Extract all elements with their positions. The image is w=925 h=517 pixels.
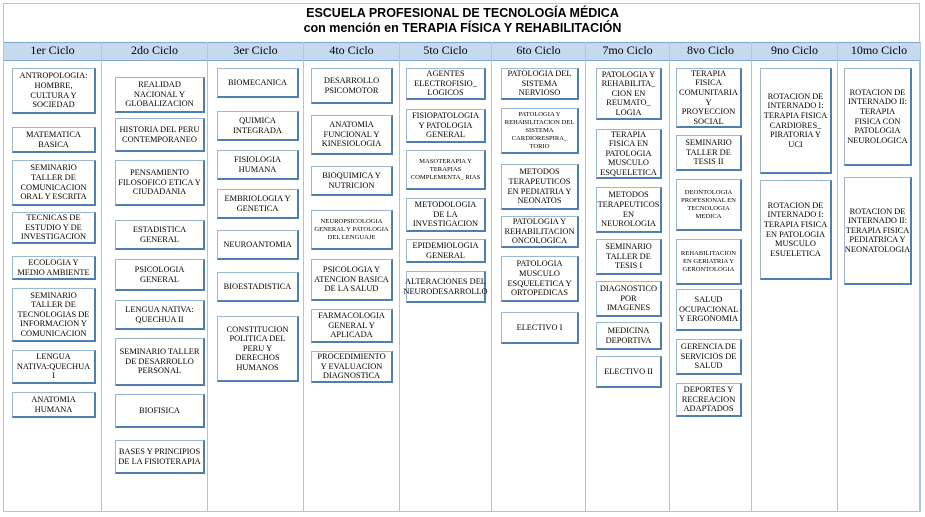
cycle-header: 2do Ciclo bbox=[131, 43, 178, 57]
course-name: METODOS TERAPEUTICOS EN PEDIATRIA Y NEONATOS bbox=[507, 167, 572, 206]
course-name: BIOFISICA bbox=[139, 405, 180, 415]
course-name: ELECTIVO I bbox=[516, 322, 563, 332]
course-name: SEMINARIO TALLER DE TESIS I bbox=[605, 242, 652, 271]
course-box bbox=[217, 230, 299, 260]
course-box bbox=[311, 309, 393, 343]
course-box bbox=[676, 383, 742, 417]
course-box bbox=[501, 216, 579, 248]
course-box bbox=[217, 272, 299, 302]
course-name: MATEMATICA BASICA bbox=[26, 129, 81, 149]
course-name: BASES Y PRINCIPIOS DE LA FISIOTERAPIA bbox=[118, 446, 201, 466]
course-name: DIAGNOSTICO POR IMAGENES bbox=[599, 284, 658, 313]
course-box bbox=[12, 288, 96, 342]
course-box bbox=[311, 259, 393, 301]
course-name: ROTACION DE INTERNADO II: TERAPIA FISICA PEDIATRICA Y NEONATOLOGIA bbox=[844, 206, 911, 254]
course-box bbox=[501, 68, 579, 100]
course-box bbox=[217, 150, 299, 180]
course-name: PATOLOGIA Y REHABILITACION ONCOLOGICA bbox=[504, 217, 575, 246]
course-name: EPIDEMIOLOGIA GENERAL bbox=[412, 240, 479, 260]
cycle-header: 10mo Ciclo bbox=[850, 43, 908, 57]
course-box bbox=[12, 160, 96, 206]
course-box bbox=[676, 239, 742, 285]
course-name: HISTORIA DEL PERU CONTEMPORANEO bbox=[119, 124, 200, 144]
course-name: MEDICINA DEPORTIVA bbox=[605, 325, 652, 345]
course-box bbox=[676, 68, 742, 128]
course-name: SEMINARIO TALLER DE TESIS II bbox=[685, 138, 732, 167]
course-name: LENGUA NATIVA: QUECHUA II bbox=[125, 304, 194, 324]
course-name: PENSAMIENTO FILOSOFICO ETICA Y CIUDADANIA bbox=[118, 168, 201, 197]
course-box bbox=[115, 220, 205, 250]
course-name: SEMINARIO TALLER DE COMUNICACION ORAL Y ESCRITA bbox=[20, 163, 87, 202]
course-box bbox=[501, 164, 579, 210]
cycle-header: 4to Ciclo bbox=[329, 43, 374, 57]
course-name: FARMACOLOGIA GENERAL Y APLICADA bbox=[318, 311, 385, 340]
course-name: TERAPIA FISICA COMUNITARIA Y PROYECCION SOCIAL bbox=[679, 68, 738, 126]
cycle-header: 9no Ciclo bbox=[771, 43, 818, 57]
course-name: LENGUA NATIVA:QUECHUA I bbox=[16, 352, 91, 381]
course-name: DESARROLLO PSICOMOTOR bbox=[323, 75, 380, 95]
course-name: BIOQUIMICA Y NUTRICION bbox=[322, 170, 381, 190]
course-box bbox=[501, 312, 579, 344]
course-name: PSICOLOGIA Y ATENCION BASICA DE LA SALUD bbox=[314, 265, 389, 294]
course-box bbox=[12, 392, 96, 418]
course-box bbox=[501, 108, 579, 154]
course-name: TECNICAS DE ESTUDIO Y DE INVESTIGACION bbox=[20, 213, 87, 242]
cycle-header: 5to Ciclo bbox=[423, 43, 468, 57]
course-name: QUIMICA INTEGRADA bbox=[233, 115, 282, 135]
cycle-header: 8vo Ciclo bbox=[687, 43, 734, 57]
course-box bbox=[676, 179, 742, 231]
title-line-1: ESCUELA PROFESIONAL DE TECNOLOGÍA MÉDICA bbox=[306, 6, 619, 20]
course-name: ROTACION DE INTERNADO II: TERAPIA FISICA CON PATOLOGIA NEUROLOGICA bbox=[847, 87, 908, 145]
course-name: ANATOMIA HUMANA bbox=[31, 394, 76, 414]
course-box bbox=[676, 135, 742, 171]
course-name: BIOMECANICA bbox=[227, 77, 288, 87]
course-box bbox=[596, 187, 662, 233]
course-box bbox=[12, 127, 96, 153]
title-line-2: con mención en TERAPIA FÍSICA Y REHABILITACIÓN bbox=[303, 21, 622, 35]
course-box bbox=[217, 111, 299, 141]
course-box bbox=[115, 118, 205, 152]
course-box bbox=[311, 115, 393, 155]
course-box bbox=[311, 68, 393, 104]
course-box bbox=[760, 68, 832, 174]
course-box bbox=[217, 316, 299, 382]
cycle-header: 7mo Ciclo bbox=[602, 43, 653, 57]
course-box bbox=[406, 68, 486, 100]
course-box bbox=[596, 129, 662, 179]
course-name: EMBRIOLOGIA Y GENETICA bbox=[224, 193, 291, 213]
course-name: MASOTERAPIA Y TERAPIAS COMPLEMENTA_ RIAS bbox=[410, 157, 481, 181]
course-name: GERENCIA DE SERVICIOS DE SALUD bbox=[680, 342, 737, 371]
course-box bbox=[115, 394, 205, 428]
course-box bbox=[406, 198, 486, 232]
course-name: FISIOLOGIA HUMANA bbox=[234, 154, 281, 174]
course-name: PATOLOGIA MUSCULO ESQUELETICA Y ORTOPEDICAS bbox=[507, 259, 572, 298]
course-name: REALIDAD NACIONAL Y GLOBALIZACION bbox=[125, 80, 194, 109]
course-box bbox=[844, 177, 912, 285]
course-name: BIOESTADISTICA bbox=[223, 281, 292, 291]
course-name: PROCEDIMIENTO Y EVALUACION DIAGNOSTICA bbox=[317, 352, 386, 381]
course-name: CONSTITUCION POLITICA DEL PERU Y DERECHOS HUMANOS bbox=[226, 324, 289, 372]
course-box bbox=[311, 166, 393, 196]
course-box bbox=[501, 256, 579, 302]
course-name: PATOLOGIA Y REHABILITA_ CION EN REUMATO_ LOGIA bbox=[601, 69, 656, 117]
course-name: METODOLOGIA DE LA INVESTIGACION bbox=[412, 200, 479, 229]
cycle-header: 6to Ciclo bbox=[516, 43, 561, 57]
course-name: NEUROPSICOLOGIA GENERAL Y PATOLOGIA DEL LENGUAJE bbox=[314, 217, 389, 241]
course-box bbox=[217, 68, 299, 98]
course-box bbox=[676, 339, 742, 375]
course-box bbox=[596, 281, 662, 317]
course-box bbox=[760, 180, 832, 280]
course-box bbox=[12, 212, 96, 244]
course-name: AGENTES ELECTROFISIO_ LOGICOS bbox=[414, 69, 477, 98]
course-name: PATOLOGIA Y REHABILITACION DEL SISTEMA CARDIORESPIRA_ TORIO bbox=[504, 110, 575, 150]
course-name: ALTERACIONES DEL NEURODESARROLLO bbox=[403, 276, 488, 296]
course-box bbox=[596, 322, 662, 350]
course-name: METODOS TERAPEUTICOS EN NEUROLOGIA bbox=[597, 190, 660, 229]
course-name: ELECTIVO II bbox=[604, 366, 653, 376]
course-box bbox=[115, 77, 205, 113]
course-name: REHABILITACION EN GERIATRIA Y GERONTOLOGIA bbox=[680, 249, 737, 273]
course-name: PATOLOGIA DEL SISTEMA NERVIOSO bbox=[507, 69, 572, 98]
course-box bbox=[406, 109, 486, 143]
course-box bbox=[115, 338, 205, 386]
course-box bbox=[406, 150, 486, 190]
course-name: SEMINARIO TALLER DE TECNOLOGIAS DE INFORMACION Y COMUNICACION bbox=[17, 290, 90, 338]
course-box bbox=[115, 440, 205, 474]
course-box bbox=[12, 350, 96, 384]
course-name: DEONTOLOGIA PROFESIONAL EN TECNOLOGIA MEDICA bbox=[681, 188, 736, 220]
course-name: ROTACION DE INTERNADO I: TERAPIA FISICA CARDIORES_ PIRATORIA Y UCI bbox=[763, 91, 828, 149]
course-box bbox=[844, 68, 912, 166]
course-box bbox=[217, 189, 299, 219]
course-name: DEPORTES Y RECREACION ADAPTADOS bbox=[681, 385, 736, 414]
diagram-title bbox=[0, 6, 925, 36]
cycle-header: 3er Ciclo bbox=[233, 43, 278, 57]
course-box bbox=[596, 239, 662, 275]
course-name: ANATOMIA FUNCIONAL Y KINESIOLOGIA bbox=[321, 120, 382, 149]
course-box bbox=[115, 259, 205, 291]
course-name: SEMINARIO TALLER DE DESARROLLO PERSONAL bbox=[119, 347, 200, 376]
course-name: ECOLOGIA Y MEDIO AMBIENTE bbox=[17, 257, 90, 277]
course-box bbox=[596, 68, 662, 120]
course-box bbox=[596, 356, 662, 388]
course-box bbox=[311, 210, 393, 250]
course-box bbox=[406, 239, 486, 263]
course-box bbox=[12, 68, 96, 114]
course-name: TERAPIA FISICA EN PATOLOGIA MUSCULO ESQUELETICA bbox=[600, 129, 657, 177]
course-name: ESTADISTICA GENERAL bbox=[132, 224, 187, 244]
course-name: ANTROPOLOGIA: HOMBRE, CULTURA Y SOCIEDAD bbox=[19, 71, 88, 110]
cycle-header: 1er Ciclo bbox=[30, 43, 75, 57]
course-name: ROTACION DE INTERNADO I: TERAPIA FISICA EN PATOLOGIA MUSCULO ESUELETICA bbox=[763, 200, 828, 258]
course-name: SALUD OCUPACIONAL Y ERGONOMIA bbox=[679, 295, 739, 324]
course-name: PSICOLOGIA GENERAL bbox=[134, 264, 185, 284]
course-name: NEUROANTOMIA bbox=[223, 239, 292, 249]
course-box bbox=[12, 256, 96, 280]
course-name: FISIOPATOLOGIA Y PATOLOGIA GENERAL bbox=[411, 111, 479, 140]
course-box bbox=[115, 300, 205, 330]
course-box bbox=[403, 271, 488, 303]
course-box bbox=[115, 160, 205, 206]
course-box bbox=[676, 289, 742, 331]
course-box bbox=[311, 351, 393, 383]
